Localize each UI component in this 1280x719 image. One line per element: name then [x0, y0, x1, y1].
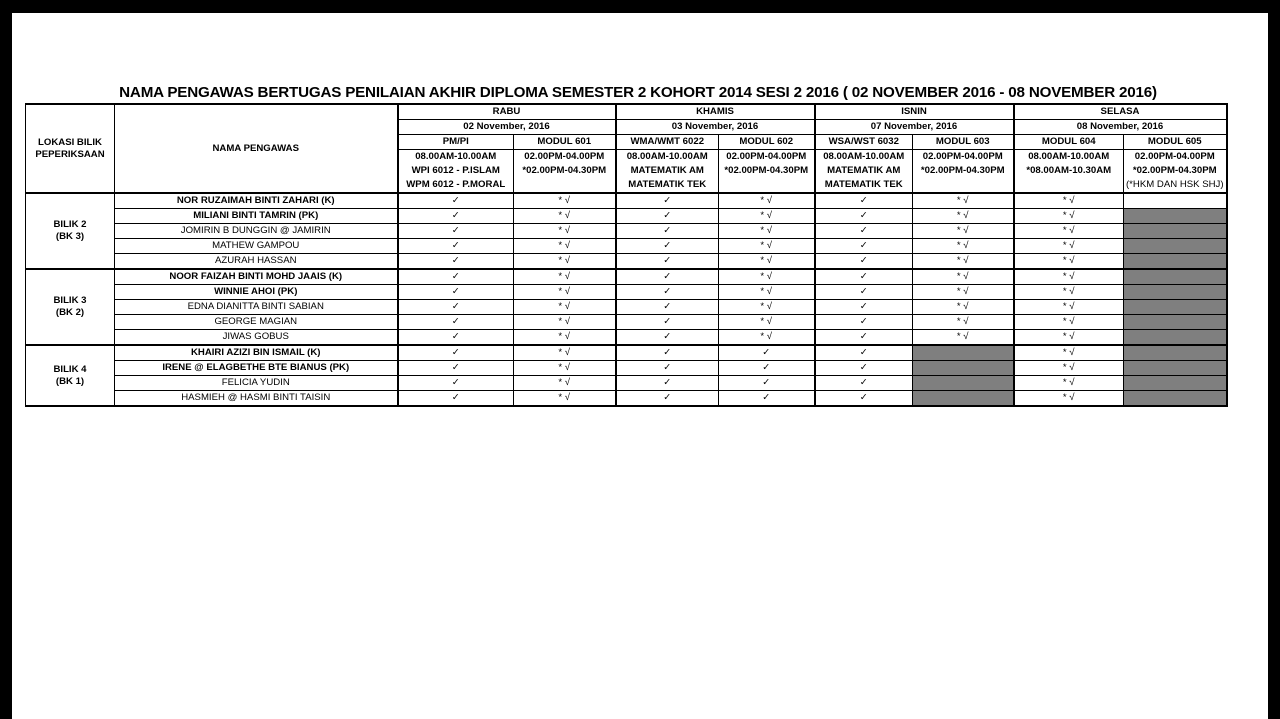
- duty-mark: * √: [719, 300, 815, 315]
- duty-mark: ✓: [398, 224, 514, 239]
- invigilator-name: MATHEW GAMPOU: [115, 239, 398, 254]
- invigilator-name: NOOR FAIZAH BINTI MOHD JAAIS (K): [115, 269, 398, 285]
- info-cell-4: [719, 178, 815, 193]
- duty-mark: * √: [514, 361, 616, 376]
- info-cell-3: MATEMATIK AM: [616, 164, 719, 178]
- table-row: [26, 224, 1227, 239]
- room-name: BILIK 3: [53, 295, 87, 306]
- day-header-isnin: ISNIN: [815, 104, 1014, 120]
- duty-mark: * √: [514, 209, 616, 224]
- duty-mark: * √: [1014, 239, 1124, 254]
- duty-mark: ✓: [616, 193, 719, 209]
- duty-mark: ✓: [616, 209, 719, 224]
- duty-mark: * √: [913, 193, 1014, 209]
- table-row: [26, 209, 1227, 224]
- duty-mark: ✓: [719, 376, 815, 391]
- time-cell-5: 08.00AM-10.00AM: [815, 150, 913, 165]
- info-cell-5: MATEMATIK TEK: [815, 178, 913, 193]
- duty-mark: ✓: [815, 361, 913, 376]
- duty-mark: ✓: [398, 361, 514, 376]
- duty-mark: * √: [1014, 193, 1124, 209]
- page-title: NAMA PENGAWAS BERTUGAS PENILAIAN AKHIR DIPLOMA SEMESTER 2 KOHORT 2014 SESI 2 2016 ( 02 NOVEMBER 2016 - 08 NOVEMBER 2016): [119, 84, 1157, 101]
- duty-mark: ✓: [815, 209, 913, 224]
- day-header-khamis: KHAMIS: [616, 104, 815, 120]
- duty-mark: ✓: [616, 285, 719, 300]
- duty-mark: * √: [514, 224, 616, 239]
- duty-mark: ✓: [398, 193, 514, 209]
- duty-mark: * √: [719, 224, 815, 239]
- subject-header-4: MODUL 602: [719, 135, 815, 150]
- duty-mark: * √: [913, 254, 1014, 270]
- invigilator-name: KHAIRI AZIZI BIN ISMAIL (K): [115, 345, 398, 361]
- info-cell-7: [1014, 178, 1124, 193]
- duty-mark: * √: [719, 269, 815, 285]
- table-row: [26, 269, 1227, 285]
- info-cell-3: MATEMATIK TEK: [616, 178, 719, 193]
- duty-mark: * √: [1014, 376, 1124, 391]
- room-code: (BK 1): [55, 375, 85, 387]
- duty-mark: * √: [913, 209, 1014, 224]
- unassigned-cell: [1124, 330, 1227, 346]
- duty-mark: ✓: [616, 300, 719, 315]
- location-header: LOKASI BILIK PEPERIKSAAN: [26, 104, 115, 193]
- empty-cell: [1124, 193, 1227, 209]
- duty-mark: * √: [1014, 209, 1124, 224]
- duty-mark: * √: [1014, 345, 1124, 361]
- duty-mark: * √: [514, 269, 616, 285]
- date-header-khamis: 03 November, 2016: [616, 120, 815, 135]
- duty-mark: ✓: [616, 376, 719, 391]
- unassigned-cell: [913, 391, 1014, 407]
- duty-mark: ✓: [815, 269, 913, 285]
- invigilator-name: WINNIE AHOI (PK): [115, 285, 398, 300]
- unassigned-cell: [1124, 254, 1227, 270]
- subject-header-8: MODUL 605: [1124, 135, 1227, 150]
- info-cell-2: *02.00PM-04.30PM: [514, 164, 616, 178]
- info-cell-8: (*HKM DAN HSK SHJ): [1124, 178, 1227, 193]
- unassigned-cell: [1124, 376, 1227, 391]
- room-code: (BK 3): [55, 231, 85, 242]
- duty-mark: * √: [913, 269, 1014, 285]
- unassigned-cell: [913, 376, 1014, 391]
- duty-mark: * √: [719, 330, 815, 346]
- duty-roster-table: [25, 103, 1228, 407]
- duty-mark: * √: [514, 193, 616, 209]
- duty-mark: * √: [913, 224, 1014, 239]
- unassigned-cell: [1124, 315, 1227, 330]
- info-cell-1: WPM 6012 - P.MORAL: [398, 178, 514, 193]
- room-label: [26, 345, 115, 406]
- day-header-selasa: SELASA: [1014, 104, 1227, 120]
- duty-mark: ✓: [616, 345, 719, 361]
- duty-mark: ✓: [815, 345, 913, 361]
- time-cell-6: 02.00PM-04.00PM: [913, 150, 1014, 165]
- duty-mark: ✓: [815, 391, 913, 407]
- date-header-rabu: 02 November, 2016: [398, 120, 616, 135]
- unassigned-cell: [1124, 345, 1227, 361]
- table-row: [26, 193, 1227, 209]
- info-cell-2: [514, 178, 616, 193]
- duty-mark: ✓: [719, 391, 815, 407]
- duty-mark: ✓: [616, 239, 719, 254]
- subject-header-7: MODUL 604: [1014, 135, 1124, 150]
- table-row: [26, 285, 1227, 300]
- duty-mark: ✓: [616, 315, 719, 330]
- duty-mark: ✓: [398, 391, 514, 407]
- duty-mark: ✓: [616, 254, 719, 270]
- subject-header-5: WSA/WST 6032: [815, 135, 913, 150]
- table-row: [26, 315, 1227, 330]
- duty-mark: ✓: [398, 209, 514, 224]
- duty-mark: ✓: [815, 315, 913, 330]
- duty-mark: ✓: [398, 269, 514, 285]
- invigilator-name: NOR RUZAIMAH BINTI ZAHARI (K): [115, 193, 398, 209]
- unassigned-cell: [1124, 209, 1227, 224]
- info-cell-5: MATEMATIK AM: [815, 164, 913, 178]
- day-header-rabu: RABU: [398, 104, 616, 120]
- duty-mark: ✓: [815, 376, 913, 391]
- duty-mark: * √: [514, 376, 616, 391]
- duty-mark: ✓: [719, 361, 815, 376]
- duty-mark: * √: [719, 315, 815, 330]
- duty-mark: * √: [514, 300, 616, 315]
- duty-mark: * √: [1014, 391, 1124, 407]
- duty-mark: * √: [1014, 285, 1124, 300]
- invigilator-name: JIWAS GOBUS: [115, 330, 398, 346]
- time-cell-4: 02.00PM-04.00PM: [719, 150, 815, 165]
- duty-mark: ✓: [815, 193, 913, 209]
- invigilator-name: FELICIA YUDIN: [115, 376, 398, 391]
- invigilator-name: IRENE @ ELAGBETHE BTE BIANUS (PK): [115, 361, 398, 376]
- info-cell-8: *02.00PM-04.30PM: [1124, 164, 1227, 178]
- unassigned-cell: [1124, 361, 1227, 376]
- table-row: [26, 376, 1227, 391]
- table-row: [26, 239, 1227, 254]
- duty-mark: ✓: [398, 300, 514, 315]
- duty-mark: ✓: [398, 254, 514, 270]
- unassigned-cell: [1124, 269, 1227, 285]
- duty-mark: * √: [514, 391, 616, 407]
- duty-mark: * √: [514, 285, 616, 300]
- duty-mark: * √: [514, 239, 616, 254]
- duty-mark: ✓: [398, 315, 514, 330]
- duty-mark: * √: [913, 239, 1014, 254]
- duty-mark: * √: [1014, 224, 1124, 239]
- time-cell-7: 08.00AM-10.00AM: [1014, 150, 1124, 165]
- duty-mark: ✓: [398, 345, 514, 361]
- duty-mark: ✓: [398, 285, 514, 300]
- invigilator-name: JOMIRIN B DUNGGIN @ JAMIRIN: [115, 224, 398, 239]
- duty-mark: * √: [1014, 330, 1124, 346]
- duty-mark: ✓: [616, 224, 719, 239]
- date-header-selasa: 08 November, 2016: [1014, 120, 1227, 135]
- table-row: [26, 300, 1227, 315]
- duty-mark: ✓: [815, 239, 913, 254]
- table-row: [26, 330, 1227, 346]
- duty-mark: ✓: [815, 254, 913, 270]
- duty-mark: ✓: [719, 345, 815, 361]
- duty-mark: * √: [1014, 361, 1124, 376]
- invigilator-name: MILIANI BINTI TAMRIN (PK): [115, 209, 398, 224]
- duty-mark: * √: [719, 239, 815, 254]
- table-row: [26, 361, 1227, 376]
- duty-mark: * √: [913, 300, 1014, 315]
- duty-mark: ✓: [815, 330, 913, 346]
- time-cell-1: 08.00AM-10.00AM: [398, 150, 514, 165]
- duty-mark: * √: [514, 315, 616, 330]
- unassigned-cell: [913, 361, 1014, 376]
- room-label: [26, 193, 115, 269]
- info-cell-7: *08.00AM-10.30AM: [1014, 164, 1124, 178]
- name-header: NAMA PENGAWAS: [115, 104, 398, 193]
- duty-mark: * √: [1014, 269, 1124, 285]
- unassigned-cell: [1124, 224, 1227, 239]
- duty-mark: ✓: [398, 239, 514, 254]
- duty-mark: ✓: [815, 224, 913, 239]
- invigilator-name: GEORGE MAGIAN: [115, 315, 398, 330]
- duty-mark: * √: [1014, 315, 1124, 330]
- duty-mark: ✓: [616, 269, 719, 285]
- unassigned-cell: [1124, 391, 1227, 407]
- duty-mark: * √: [719, 285, 815, 300]
- duty-mark: ✓: [398, 330, 514, 346]
- unassigned-cell: [1124, 300, 1227, 315]
- info-cell-1: WPI 6012 - P.ISLAM: [398, 164, 514, 178]
- duty-mark: ✓: [616, 330, 719, 346]
- unassigned-cell: [913, 345, 1014, 361]
- invigilator-name: EDNA DIANITTA BINTI SABIAN: [115, 300, 398, 315]
- duty-mark: * √: [1014, 300, 1124, 315]
- subject-header-2: MODUL 601: [514, 135, 616, 150]
- duty-mark: * √: [1014, 254, 1124, 270]
- info-cell-6: *02.00PM-04.30PM: [913, 164, 1014, 178]
- table-row: [26, 254, 1227, 270]
- invigilator-name: AZURAH HASSAN: [115, 254, 398, 270]
- unassigned-cell: [1124, 285, 1227, 300]
- subject-header-6: MODUL 603: [913, 135, 1014, 150]
- time-cell-2: 02.00PM-04.00PM: [514, 150, 616, 165]
- time-cell-8: 02.00PM-04.00PM: [1124, 150, 1227, 165]
- table-row: [26, 345, 1227, 361]
- duty-mark: * √: [913, 330, 1014, 346]
- duty-mark: ✓: [398, 376, 514, 391]
- duty-mark: ✓: [616, 391, 719, 407]
- subject-header-3: WMA/WMT 6022: [616, 135, 719, 150]
- duty-mark: * √: [514, 345, 616, 361]
- table-row: [26, 391, 1227, 407]
- duty-mark: * √: [913, 285, 1014, 300]
- time-cell-3: 08.00AM-10.00AM: [616, 150, 719, 165]
- duty-mark: ✓: [815, 300, 913, 315]
- room-label: [26, 269, 115, 345]
- invigilator-name: HASMIEH @ HASMI BINTI TAISIN: [115, 391, 398, 407]
- room-name: BILIK 4: [53, 363, 87, 375]
- duty-mark: ✓: [815, 285, 913, 300]
- room-name: BILIK 2: [53, 219, 87, 230]
- info-cell-4: *02.00PM-04.30PM: [719, 164, 815, 178]
- duty-mark: * √: [913, 315, 1014, 330]
- room-code: (BK 2): [55, 307, 85, 318]
- duty-mark: * √: [514, 254, 616, 270]
- info-cell-6: [913, 178, 1014, 193]
- date-header-isnin: 07 November, 2016: [815, 120, 1014, 135]
- duty-mark: * √: [514, 330, 616, 346]
- duty-mark: * √: [719, 209, 815, 224]
- duty-mark: * √: [719, 193, 815, 209]
- subject-header-1: PM/PI: [398, 135, 514, 150]
- duty-mark: ✓: [616, 361, 719, 376]
- unassigned-cell: [1124, 239, 1227, 254]
- duty-mark: * √: [719, 254, 815, 270]
